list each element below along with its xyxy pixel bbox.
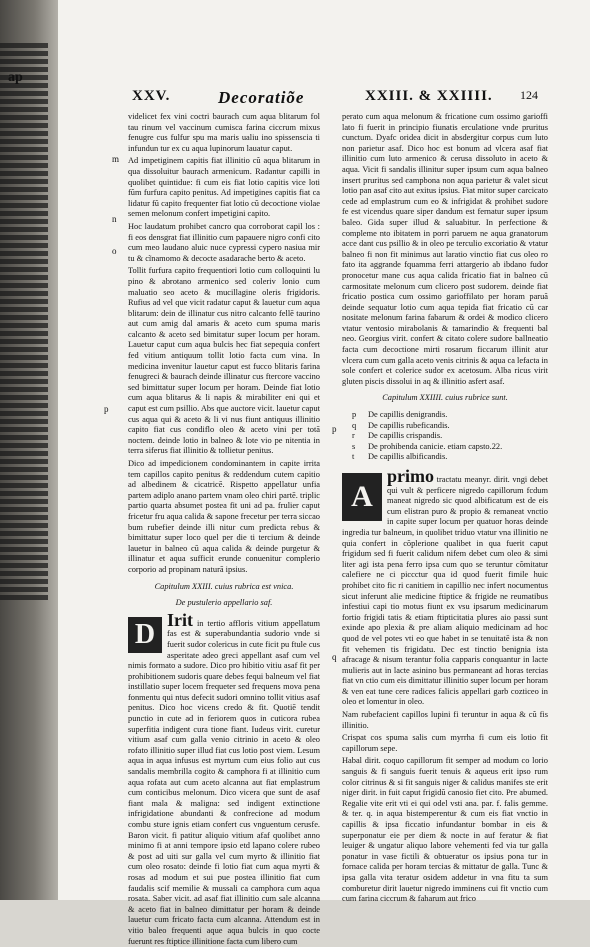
lead-word: primo [387,466,434,486]
paragraph: Ad impetiginem capitis fiat illinitio cũ aqua blitarum in qua dissoluitur baurach armenicum. Radantur capilli in quolibet quintidue: fi cum eis fiat lotio capitis vice loti fũm furfura capito penitus. Ad impetigines capitis fiat ca lidatur fũ capito frequenter fiat lotio cũ decoctione violae semen melonum confert impetigini capito. [128,156,320,219]
chapter-number-right: XXIII. & XXIIII. [365,88,493,104]
lead-word: Irit [167,609,193,630]
chapter-body [128,609,320,947]
chapter-subheading: De pustulerio appellario saf. [175,598,273,608]
paragraph: perato cum aqua melonum & fricatione cum ossimo garioffi lato fi fuerit in principio fiunatis erculatione vnde pruritus cunctum. Dyafc oridea dicit in absdergitur corpus cum luto non parietur asaf. Dico hoc est bonum ad vlcera asaf fiat illinitio cum luto armenico & cerusa dissoluto in aceto & aqua. Vicit fi sandalis illinitur super ipsum cum aqua balneo insert pruritus sed campbona non aqua parietur & valet sicut lotio pan asaf cito aut exitus ipsius. Fiat mitor super carcicato cede ad emplastrum cum eo & infrigidat & prohibet sudore fe est vicendus quare siper dandum est fernatur super ipsum baleo. Gida super illud & saluabitur. In perfectione & compleme nto ibitatem in porri paruem ne aqua granatorum acce dant cus psillio & in oleo pe terculio excoriatio & vtatur balneo fi non fit minimus aut laratio vinctio fiat cus oleo ro fato ita aggrande fquamma ferri attargerio ab ibdano fudor pronocetur mane cus aqua calida fricatio fiat in balneo cū carmositate melonum cum clicero post sudorem. deinde fiat fricatio postica cum ossimo garioffilato per horam paruã deinde sequatur lotio cum aqua tepida fiat fricatio cū car nositate melonum farina fabarum & ordei & modico clicero vtatur ventosio mirabolanis & tamarindio & frequenti bal neo. Georgius virit. confert & citato colere sudore ballneatio facta cum decoctione mirti rosarum ficcarum illinit atur vlcera cum cum galla aceto venis citrinis & aqua ca lefacta in sole confert et colerice sudor ex acetosum. Alba ricus virit gluten piscis dissolui in aq & illinitio asfert asaf. [342,112,548,386]
left-text-column [128,112,320,946]
rubric-item: t De capillis albificandis. [352,452,448,462]
paragraph: Habal dirit. coquo capillorum fit semper ad modum co lorio sanguis & fi sanguis fuerit tenuis & aqueus erit ipso rum color citrinus & si fit sanguis niger & calidus manifes ste erit niger dirit. in fuit caput frigidũ canosio fiet cito. Pre abumed. Regalie vite erit vti ei qui odel vsti ana. par. f. falis gemme. & ter. q. in aqua bistemperentur & cum eis fiat vnctio in capillis & ipsa ficcatio infundantur bombar in eis & superponatur eie per diem & nocte in auf feratur & fiat leuiger & ungatur aliquo labore vehementi fed via tur galla ponatur in vase fictili & obtueratur os ipsius pona tur in fornace calida per horam tercias & mittatur de galla. Tunc & ipsa galla vita teratur osidem addetur in vna fitu ta sum comburetur dirit lauetur nigredo imminens cui fit vnctio cum cum farina ciccrum & faharum aut frico [342,756,548,904]
margin-letter: o [112,246,117,256]
chapter-body [342,466,549,708]
right-text-column [342,112,549,904]
margin-letter: p [332,424,337,434]
paragraph: Hoc laudatum prohibet cancro qua corroborat capil los : fi eos densgrat fiat illinitio cum papauere nigro confi cito cum meo laudano aluic nuce cypressi cypero nasiua mir tu & cĩnamomo & decocte asadarache berto & aceto. [128,221,320,263]
paragraph: Nam rubefacient capillos lupini fi teruntur in aqua & cũ fis illinitio. [342,710,548,730]
margin-letter: p [104,404,109,414]
decorated-initial: A [342,473,382,521]
rubric-item: r De capillis crispandis. [352,431,443,441]
margin-letter: q [332,652,337,662]
rubric-item: q De capillis rubeficandis. [352,420,450,430]
paragraph: Tollit furfura capito frequentiori lotio cum colloquinti lu pino & abrotano armenico sed coleriv lonio cum maluatio seo aceto & mucillagine oleris frigidoris. Rufius ad vel que vicit radatur caput & lauetur cum aqua blitarum: dein de illinatur cus nitro calcanto fellē taurino aut cum amig dal amaris & aceto cum spuma maris calcanto & aceto sed bimitatur super locum per horam. Lauetur caput cum aqua bulcis hec fiat sepequia confert fed vitium antiquum tollit lotio facta cum vina. In medicina invenitur lauetur caput est fucco blitaris farina fenugreci & baurach deinde illinatur cus ftercore vaccino sed bimittatur super locum per horam. Deinde fiat lotio cum aqua blitarus & li napis & mirabiliter eni qui et caput est cum psillio. Abs que auctore vicit. lauetur caput cus aqua qui & aceto & li vi nus fiunt antiquus illinitio capito fiat cus condiflo oleo & aceto vini per totā noctem. deinde lotio in balneo & lote vio pe nitentia in terra siferus fiat illinitio & tollietur penitus. [128,266,320,456]
rubric-item: p De capillis denigrandis. [352,410,448,420]
margin-letter: n [112,214,117,224]
chapter-text: tractatu meanyr. dirit. vngi debet qui vult & perficere nigredo capillorum fcdum maneat nigredo sic quod albificatum est de eis cum elistran puro & propio & remaneat vnctio in capite super locum per quatuor horas deinde ingredia tur balneum, in quolibet triduo vtatur vna illinitio ne quia confert in cõplerione qualibet in qua fuerit caput frigidum sed fi fuerit calidum nifem debet cum oleo & simi liter agi ista pena ferro ipsa cum quo se teruntur cõmitatur calefiere ne ci piccctur qua id quod fuerit fimile huic prohibet cito fic ri canitiem in capillio nec infert nocumentus sicut inferunt alie medicine ftiptice & frigide ne reumatibus infestiui capi tio motus fiunt ex vsu ipsarum medicinarum fortio frigidi tatis & etiam ftipticitatia plures aio passi sunt exinde apo plexia & pre aliam aliquio medicinam ad hoc quod de vel potes vti eo que habet in se tenuitatē ista & non fit vehemen tis frigidatu. Dec est tinctio benignia ista afracage & nisum terantur folia capparis conquantur in lacte mulieris aut in lacte asinino bus permaneant ad horas tercias fiat vn ctio cum eis dimittatur illinitio super locum per horam & ven eat tune cere radices falicis appellari garb cozticeo in oleo et lomentur in oleo. [342,475,549,707]
rubric-list [352,410,548,463]
facing-page-heading: ap [8,70,23,85]
chapter-heading: Capitulum XXIII. cuius rubrica est vnica. [154,581,294,591]
running-title: Decoratiõe [218,88,305,107]
paragraph: Crispat cos spuma salis cum myrrha fi cum eis lotio fit capillorum sepe. [342,733,548,753]
paragraph: Dico ad impedicionem condominantem in capite irrita tem capillos capito penitus & reddendum cutem capitio ad albedinem & cicatricē. Rispetto appellatur unfia partem adiplo anano partem vnam oleo chiri partē. triplic partio quarta absumet postea fit uni ad pa. frulier caput fricetur fru aqua calida & sapone frecetur per terra siccao bum rubefier deinde illi nitur cum predicta rebus & bimittatur super loco quel per die ti tercium & deinde lauetur in balneo cū aqua calida & deinde purgetur & illinatur et aqua sufficit erunde conuenitur complerio corporio ad propinam naturā ipsius. [128,459,320,574]
chapter-heading: Capitulum XXIIII. cuius rubrice sunt. [382,393,508,403]
chapter-number-left: XXV. [132,88,171,104]
facing-page-edge [0,40,48,600]
decorated-initial: D [128,617,162,653]
rubric-item: s De prohibenda canicie. etiam capsto.22. [352,441,503,451]
folio-number: 124 [520,88,538,102]
margin-letter: m [112,154,120,164]
paragraph: videlicet fex vini coctri baurach cum aqua blitarum fol tau rinum vel vaccinum cumisca farina ciccrum mixus fenugre cus fulfur spu ma maris ualiu ino spissenscia ti infundun tur ex cu aqua lupinorum lauatur caput. [128,112,320,153]
chapter-text: in tertio affloris vitium appellatum fas est & superabundantia sudorio vnde si fuerit sudor colericus in cute ficit pu ftule cus asperitate adeo greci appellant asaf cum vel nimis formato a sudore. Dico pro hibitio vitiu asaf fit per prohibitionem sudoris quare debes fequi balneum vel fiat instillatio super locem frequeter sed frequens mova pena fonmentu qui ntus defecit sudori omnino tollit vitius asaf penitus. Dico hoc vicens credo & fit. Quotiē tendit punctio in cute ad in feriorem quos in cuticora rubea superfitia indigent cura tione fiant. Iudeus virit. curetur vitium asaf cum galla venio citrinio in aceto & oleo rofato illinitio super illud fiat cus lotio post viem. Lesum aqua in aqua infusus est myrtum cum eius folio aut cus sandalis membrilla cogito & camphora fi at illinitio cum aqua rofata aut cum aceto alcanna aut fiat emplastrum cum conticibus melonum. Dico vicera que sunt de asaf fiant mala & maligna: sed indigent extinctione infrigidatione abundanti & confrecione ad modum combu sture ignis etiam confert cus vnguentum cerusfe. Baron vicit. fi patitur aliquio vitium afaf quolibet anno minimo fi at anni tempore ipsio etd lapano colere rubeo & post ad uiti sur galla vel cum myrto & illinitio fiat cum oleo rosato: deinde fi lotio fiat cum aqua myrti & rosas ad modum et sui pue postea illinitio fiat cum faudalis scif memilie & mussali ca camphora cum aqua rosata. Saber vicit. ad asaf fiat illinitio cum sale alcanna & aceto fiat in balneo dimittatur per horam & deinde lauetur cum fricato facta cum alcanna. Attendum est in vitio baleo frequenti aque aqua bulcis in quo cocte fuerunt res ftiptice illinitione facta cum libero cum [128,618,320,946]
